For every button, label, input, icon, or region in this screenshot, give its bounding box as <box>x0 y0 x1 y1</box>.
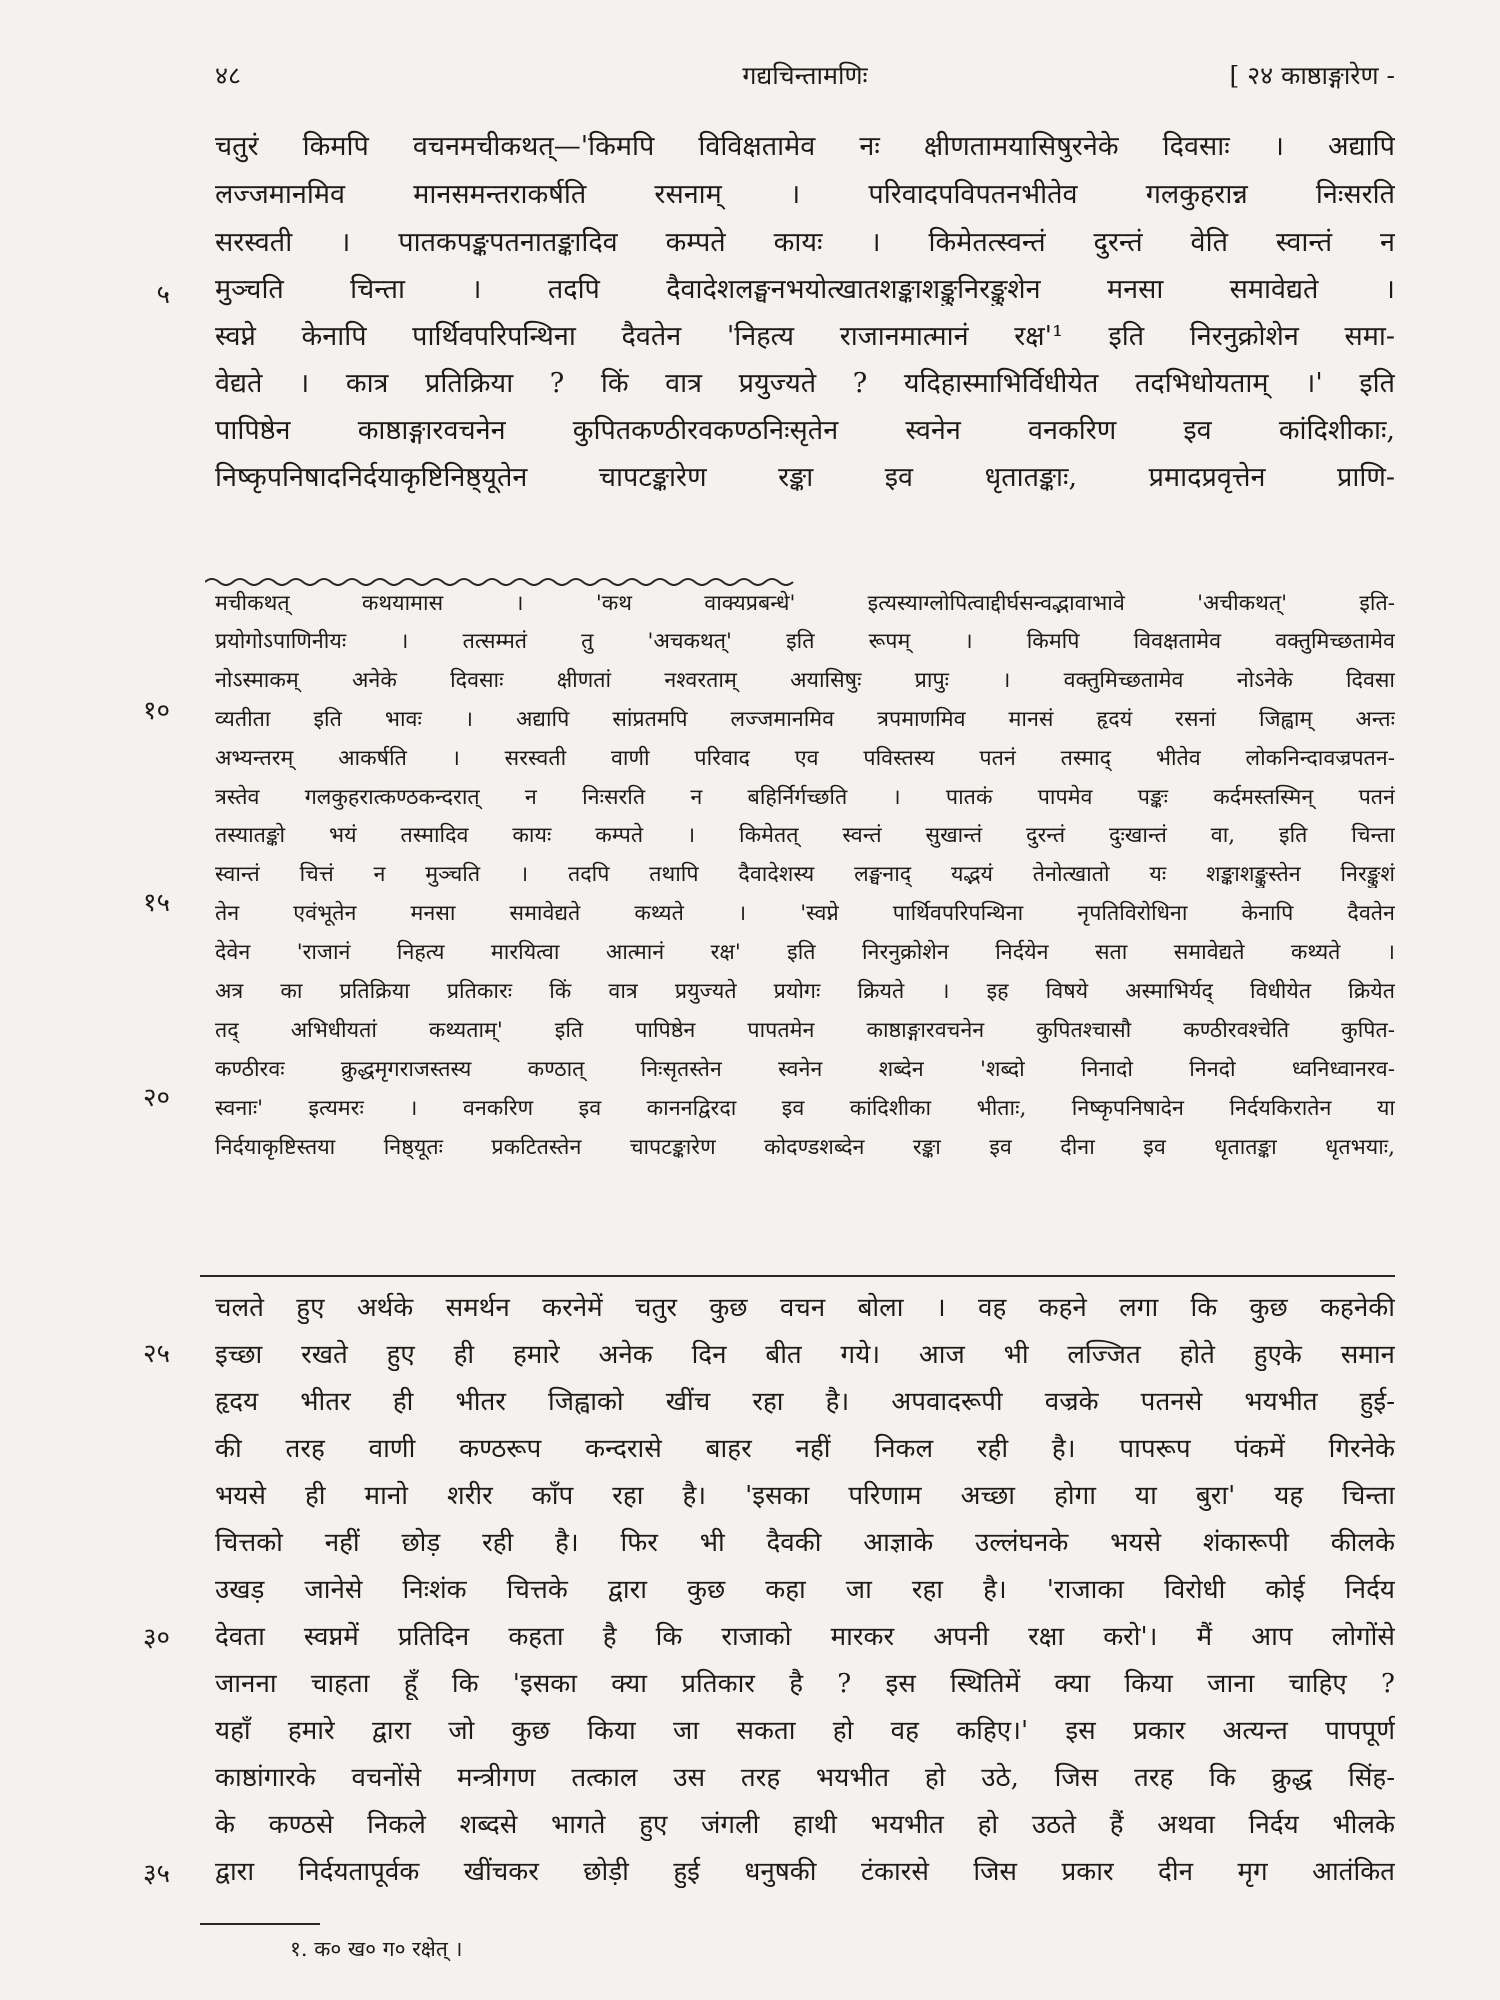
line-number: ३० <box>142 1623 170 1653</box>
translation-line: की तरह वाणी कण्ठरूप कन्दरासे बाहर नहीं निकल रही है। पापरूप पंकमें गिरनेके <box>215 1434 1395 1464</box>
line-number: १० <box>142 696 170 726</box>
translation-line: हृदय भीतर ही भीतर जिह्वाको खींच रहा है। अपवादरूपी वज्रके पतनसे भयभीत हुई- <box>215 1387 1395 1417</box>
line-number: ५ <box>156 280 170 310</box>
commentary-line: स्वान्तं चित्तं न मुञ्चति । तदपि तथापि दैवादेशस्य लङ्घनाद् यद्भयं तेनोत्खातो यः शङ्काशङ्कुस्तेन निरङ्कुशं <box>215 862 1395 887</box>
commentary-line: नोऽस्माकम् अनेके दिवसाः क्षीणतां नश्वरताम् अयासिषुः प्रापुः । वक्तुमिच्छतामेव नोऽनेके दिवसा <box>215 668 1395 693</box>
translation-line: चलते हुए अर्थके समर्थन करनेमें चतुर कुछ वचन बोला । वह कहने लगा कि कुछ कहनेकी <box>215 1293 1395 1323</box>
translation-line: भयसे ही मानो शरीर काँप रहा है। 'इसका परिणाम अच्छा होगा या बुरा' यह चिन्ता <box>215 1481 1395 1511</box>
verse-line: निष्कृपनिषादनिर्दयाकृष्टिनिष्ठ्यूतेन चापटङ्कारेण रङ्का इव धृतातङ्काः, प्रमादप्रवृत्तेन प्राणि- <box>215 462 1395 493</box>
commentary-line: तद् अभिधीयतां कथ्यताम्' इति पापिष्ठेन पापतमेन काष्ठाङ्गारवचनेन कुपितश्चासौ कण्ठीरवश्चेति कुपित- <box>215 1018 1395 1043</box>
commentary-line: अभ्यन्तरम् आकर्षति । सरस्वती वाणी परिवाद एव पविस्तस्य पतनं तस्माद् भीतेव लोकनिन्दावज्रपतन- <box>215 746 1395 771</box>
line-number: ३५ <box>142 1859 170 1889</box>
footnote: १. क० ख० ग० रक्षेत् । <box>290 1937 463 1961</box>
translation-line: इच्छा रखते हुए ही हमारे अनेक दिन बीत गये। आज भी लज्जित होते हुएके समान <box>215 1340 1395 1370</box>
line-number: २५ <box>142 1339 170 1369</box>
footnote-divider <box>200 1923 320 1925</box>
commentary-line: अत्र का प्रतिक्रिया प्रतिकारः किं वात्र प्रयुज्यते प्रयोगः क्रियते । इह विषये अस्माभिर्यद् विधीयेत क्रियेत <box>215 979 1395 1004</box>
verse-line: स्वप्ने केनापि पार्थिवपरिपन्थिना दैवतेन 'निहत्य राजानमात्मानं रक्ष'¹ इति निरनुक्रोशेन समा- <box>215 321 1395 352</box>
line-number: २० <box>142 1083 170 1113</box>
page-header <box>215 58 1395 98</box>
translation-line: जानना चाहता हूँ कि 'इसका क्या प्रतिकार है ? इस स्थितिमें क्या किया जाना चाहिए ? <box>215 1669 1395 1699</box>
translation-line: काष्ठांगारके वचनोंसे मन्त्रीगण तत्काल उस तरह भयभीत हो उठे, जिस तरह कि क्रुद्ध सिंह- <box>215 1763 1395 1793</box>
commentary-line: कण्ठीरवः क्रुद्धमृगराजस्तस्य कण्ठात् निःसृतस्तेन स्वनेन शब्देन 'शब्दो निनादो निनदो ध्वनिध्वानरव- <box>215 1057 1395 1082</box>
verse-line: वेद्यते । कात्र प्रतिक्रिया ? किं वात्र प्रयुज्यते ? यदिहास्माभिर्विधीयेत तदभिधोयताम् ।' इति <box>215 368 1395 399</box>
commentary-line: तेन एवंभूतेन मनसा समावेद्यते कथ्यते । 'स्वप्ने पार्थिवपरिपन्थिना नृपतिविरोधिना केनापि दैवतेन <box>215 901 1395 926</box>
section-reference: [ २४ काष्ठाङ्गारेण - <box>1229 61 1395 90</box>
verse-line: लज्जमानमिव मानसमन्तराकर्षति रसनाम् । परिवादपविपतनभीतेव गलकुहरान्न निःसरति <box>215 179 1395 210</box>
verse-line: सरस्वती । पातकपङ्कपतनातङ्कादिव कम्पते कायः । किमेतत्स्वन्तं दुरन्तं वेति स्वान्तं न <box>215 227 1395 258</box>
translation-line: यहाँ हमारे द्वारा जो कुछ किया जा सकता हो वह कहिए।' इस प्रकार अत्यन्त पापपूर्ण <box>215 1716 1395 1746</box>
running-title: गद्यचिन्तामणिः <box>742 61 868 90</box>
commentary-line: निर्दयाकृष्टिस्तया निष्ठ्यूतः प्रकटितस्तेन चापटङ्कारेण कोदण्डशब्देन रङ्का इव दीना इव धृतातङ्का धृतभयाः, <box>215 1135 1395 1160</box>
verse-line: पापिष्ठेन काष्ठाङ्गारवचनेन कुपितकण्ठीरवकण्ठनिःसृतेन स्वनेन वनकरिण इव कांदिशीकाः, <box>215 415 1395 446</box>
verse-line: मुञ्चति चिन्ता । तदपि दैवादेशलङ्घनभयोत्खातशङ्काशङ्कुनिरङ्कुशेन मनसा समावेद्यते । <box>215 274 1395 305</box>
line-number: १५ <box>142 888 170 918</box>
section-divider <box>200 1275 1395 1277</box>
commentary-line: देवेन 'राजानं निहत्य मारयित्वा आत्मानं रक्ष' इति निरनुक्रोशेन निर्दयेन सता समावेद्यते कथ्यते । <box>215 940 1395 965</box>
translation-line: चित्तको नहीं छोड़ रही है। फिर भी दैवकी आज्ञाके उल्लंघनके भयसे शंकारूपी कीलके <box>215 1528 1395 1558</box>
translation-line: देवता स्वप्नमें प्रतिदिन कहता है कि राजाको मारकर अपनी रक्षा करो'। मैं आप लोगोंसे <box>215 1622 1395 1652</box>
translation-line: के कण्ठसे निकले शब्दसे भागते हुए जंगली हाथी भयभीत हो उठते हैं अथवा निर्दय भीलके <box>215 1810 1395 1840</box>
commentary-line: मचीकथत् कथयामास । 'कथ वाक्यप्रबन्धे' इत्यस्याग्लोपित्वाद्दीर्घसन्वद्भावाभावे 'अचीकथत्' इति- <box>215 591 1395 616</box>
commentary-line: प्रयोगोऽपाणिनीयः । तत्सम्मतं तु 'अचकथत्' इति रूपम् । किमपि विवक्षतामेव वक्तुमिच्छतामेव <box>215 629 1395 654</box>
commentary-line: त्रस्तेव गलकुहरात्कण्ठकन्दरात् न निःसरति न बहिर्निर्गच्छति । पातकं पापमेव पङ्कः कर्दमस्तस्मिन् पतनं <box>215 785 1395 810</box>
translation-line: उखड़ जानेसे निःशंक चित्तके द्वारा कुछ कहा जा रहा है। 'राजाका विरोधी कोई निर्दय <box>215 1575 1395 1605</box>
commentary-line: व्यतीता इति भावः । अद्यापि सांप्रतमपि लज्जमानमिव त्रपमाणमिव मानसं हृदयं रसनां जिह्वाम् अन्तः <box>215 707 1395 732</box>
verse-line: चतुरं किमपि वचनमचीकथत्—'किमपि विविक्षतामेव नः क्षीणतामयासिषुरनेके दिवसाः । अद्यापि <box>215 131 1395 162</box>
commentary-line: तस्यातङ्को भयं तस्मादिव कायः कम्पते । किमेतत् स्वन्तं सुखान्तं दुरन्तं दुःखान्तं वा, इति चिन्ता <box>215 823 1395 848</box>
wavy-separator <box>205 576 1395 588</box>
page-number: ४८ <box>215 61 242 90</box>
commentary-line: स्वनाः' इत्यमरः । वनकरिण इव काननद्विरदा इव कांदिशीका भीताः, निष्कृपनिषादेन निर्दयकिरातेन या <box>215 1096 1395 1121</box>
translation-line: द्वारा निर्दयतापूर्वक खींचकर छोड़ी हुई धनुषकी टंकारसे जिस प्रकार दीन मृग आतंकित <box>215 1857 1395 1887</box>
